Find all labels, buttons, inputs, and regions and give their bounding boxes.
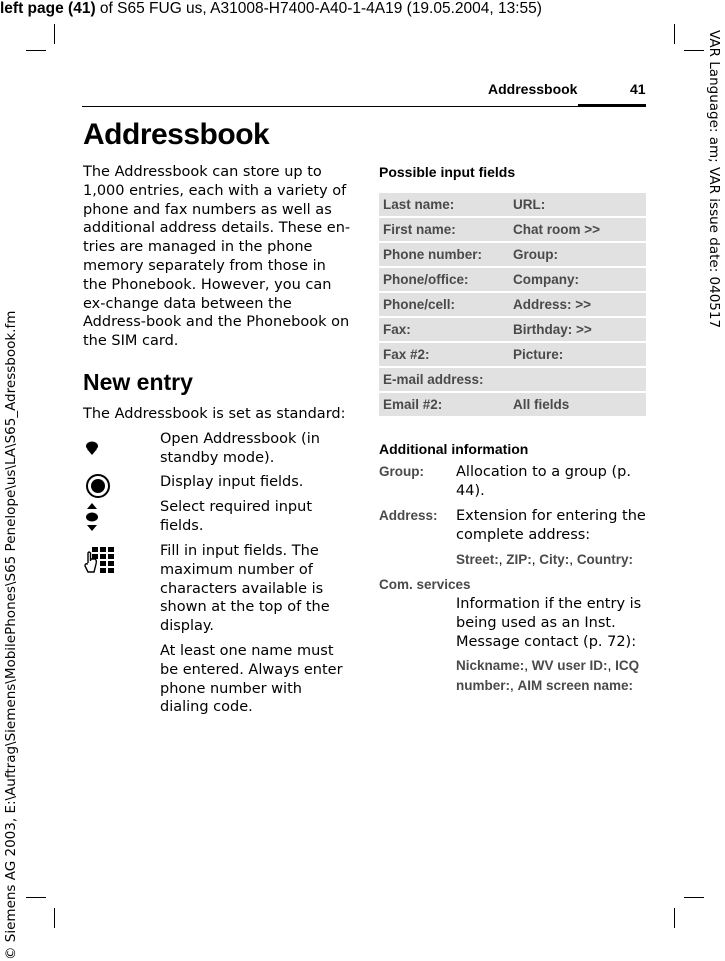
standard-note: The Addressbook is set as standard: xyxy=(83,406,346,422)
table-row xyxy=(379,393,646,416)
term-com-services: Com. services xyxy=(379,577,471,592)
crop-mark xyxy=(674,908,675,928)
running-header-title: Addressbook xyxy=(488,81,578,97)
nav-center-icon xyxy=(84,471,116,501)
table-cell: URL: xyxy=(509,193,646,216)
table-cell: All fields xyxy=(509,393,646,416)
table-row xyxy=(379,293,646,316)
table-cell: First name: xyxy=(379,218,509,241)
separator: , xyxy=(510,677,518,693)
input-fields-heading: Possible input fields xyxy=(379,164,516,180)
table-cell: Company: xyxy=(509,268,646,291)
table-row xyxy=(379,368,646,391)
print-header-info: of S65 FUG us, A31008-H7400-A40-1-4A19 (19.05.2004, 13:55) xyxy=(95,0,542,17)
table-cell: E-mail address: xyxy=(379,368,509,391)
table-cell: Phone/office: xyxy=(379,268,509,291)
table-cell: Fax #2: xyxy=(379,343,509,366)
table-row xyxy=(379,218,646,241)
table-cell: Phone/cell: xyxy=(379,293,509,316)
desc-com-services: Information if the entry is being used as an Inst. Message contact (p. 72): xyxy=(456,596,642,650)
crop-mark xyxy=(26,50,46,51)
step-text: Select required input fields. xyxy=(160,499,313,534)
table-row xyxy=(379,193,646,216)
step-text: Open Addressbook (in standby mode). xyxy=(160,431,320,466)
crop-mark xyxy=(684,50,704,51)
step-text: Fill in input fields. The maximum number of characters available is shown at the top of the display. xyxy=(160,543,330,635)
option-label: AIM screen name: xyxy=(517,677,634,693)
table-cell: Email #2: xyxy=(379,393,509,416)
side-note-left: © Siemens AG 2003, E:\Auftrag\Siemens\MobilePhones\S65 Penelope\us\LA\S65_Adressbook.fm xyxy=(3,310,19,960)
table-row xyxy=(379,343,646,366)
table-row xyxy=(379,243,646,266)
step-text: Display input fields. xyxy=(160,474,304,490)
step-text: At least one name must be entered. Always enter phone number with dialing code. xyxy=(160,643,343,716)
separator: , xyxy=(531,552,540,567)
side-note-right: VAR Language: am; VAR issue date: 040517 xyxy=(706,30,722,329)
option-label: Nickname: xyxy=(456,658,525,673)
table-cell: Group: xyxy=(509,243,646,266)
option-label: ZIP: xyxy=(506,552,532,567)
separator: , xyxy=(498,552,507,567)
crop-mark xyxy=(26,897,46,898)
desc-address: Extension for entering the complete address: xyxy=(456,508,646,543)
table-cell: Phone number: xyxy=(379,243,509,266)
table-cell: Last name: xyxy=(379,193,509,216)
table-cell xyxy=(509,368,646,391)
crop-mark xyxy=(684,897,704,898)
print-header-label: left page (41) xyxy=(0,0,96,17)
section-heading-new-entry: New entry xyxy=(83,369,193,395)
input-fields-table xyxy=(379,191,646,418)
separator: , xyxy=(607,658,616,673)
nav-down-icon xyxy=(84,433,116,463)
table-cell: Address: >> xyxy=(509,293,646,316)
additional-info-heading: Additional information xyxy=(379,441,529,457)
table-cell: Fax: xyxy=(379,318,509,341)
option-label: Street: xyxy=(456,552,499,567)
separator: , xyxy=(524,658,532,673)
desc-group: Allocation to a group (p. 44). xyxy=(456,464,631,499)
separator: , xyxy=(569,552,577,567)
term-address: Address: xyxy=(379,508,438,523)
intro-paragraph: The Addressbook can store up to 1,000 entries, each with a variety of phone and fax numbers as well as additional address details. These en-tries are managed in the phone memory separately from those in the Phonebook. However, you can ex-change data between the Address-book and the Phonebook on the SIM card. xyxy=(83,164,351,350)
option-label: Country: xyxy=(576,552,634,567)
nav-updown-icon xyxy=(84,503,116,533)
table-cell: Birthday: >> xyxy=(509,318,646,341)
header-rule-accent xyxy=(578,104,646,107)
crop-mark xyxy=(54,24,55,44)
option-label: City: xyxy=(539,552,570,567)
table-cell: Picture: xyxy=(509,343,646,366)
keypad-icon xyxy=(84,545,116,575)
crop-mark xyxy=(54,908,55,928)
address-options xyxy=(456,550,648,570)
table-cell: Chat room >> xyxy=(509,218,646,241)
table-row xyxy=(379,318,646,341)
com-options xyxy=(456,656,648,695)
crop-mark xyxy=(674,24,675,44)
table-row xyxy=(379,268,646,291)
page-title: Addressbook xyxy=(83,118,270,151)
print-header xyxy=(0,0,542,18)
page-number: 41 xyxy=(630,81,646,97)
option-label: ICQ number: xyxy=(456,658,640,693)
term-group: Group: xyxy=(379,464,424,479)
option-label: WV user ID: xyxy=(531,658,608,673)
header-rule xyxy=(82,106,646,107)
